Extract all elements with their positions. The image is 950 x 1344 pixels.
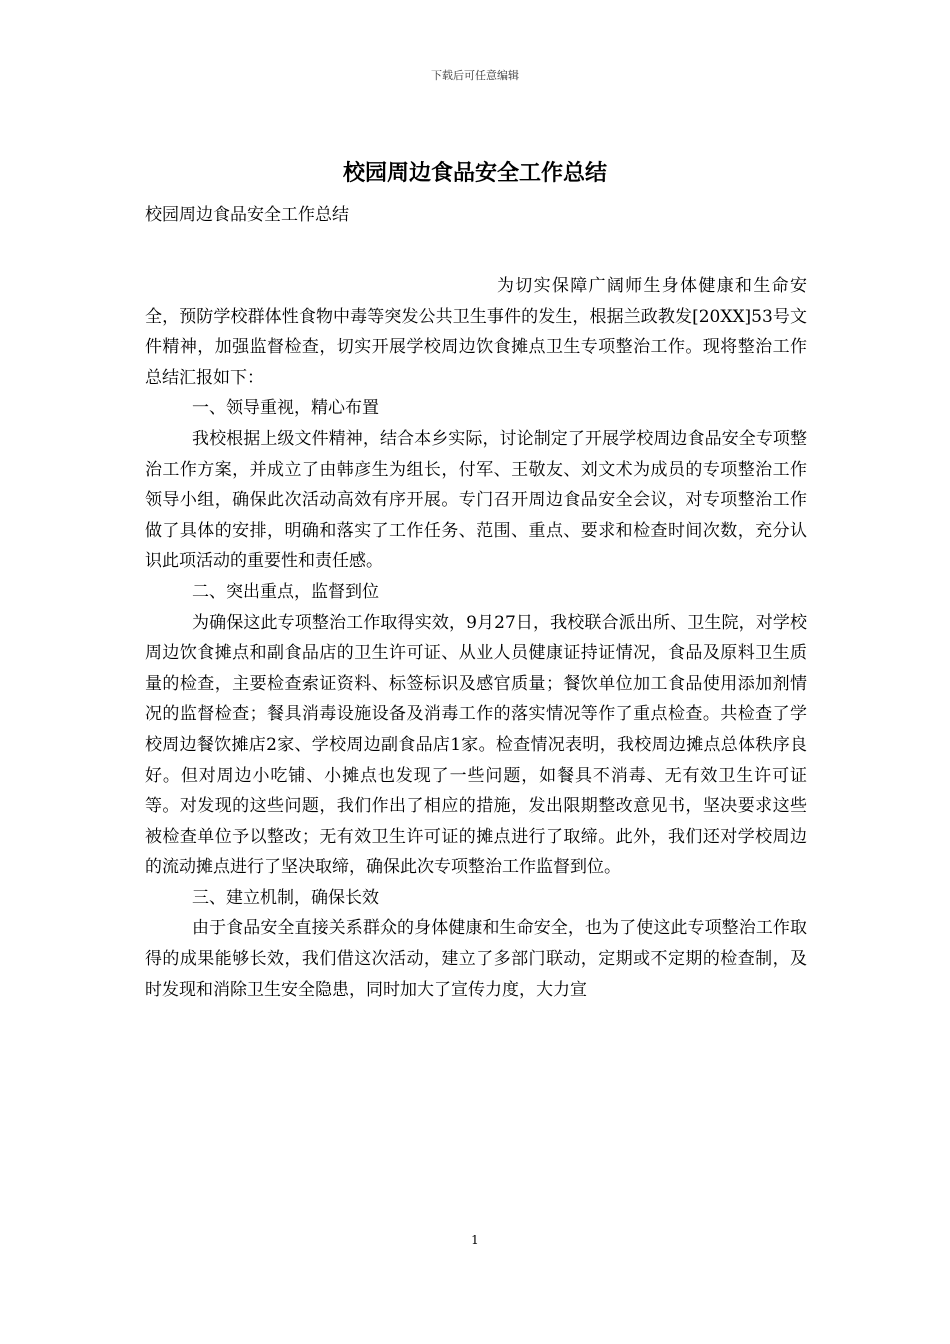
header-note: 下载后可任意编辑 bbox=[431, 69, 519, 82]
intro-paragraph: 为切实保障广阔师生身体健康和生命安全，预防学校群体性食物中毒等突发公共卫生事件的发生，根据兰政教发[20XX]53号文件精神，加强监督检查，切实开展学校周边饮食摊点卫生专项整治工作。现将整治工作总结汇报如下： bbox=[145, 276, 807, 388]
section-heading-3: 三、建立机制，确保长效 bbox=[192, 887, 379, 908]
section-heading-2: 二、突出重点，监督到位 bbox=[192, 581, 379, 602]
document-title: 校园周边食品安全工作总结 bbox=[342, 160, 607, 186]
document-subtitle: 校园周边食品安全工作总结 bbox=[145, 205, 349, 225]
page-number: 1 bbox=[471, 1233, 479, 1247]
section-heading-1: 一、领导重视，精心布置 bbox=[192, 398, 379, 419]
section-paragraph-2: 为确保这此专项整治工作取得实效，9月27日，我校联合派出所、卫生院，对学校周边饮食摊点和副食品店的卫生许可证、从业人员健康证持证情况，食品及原料卫生质量的检查，主要检查索证资料、标签标识及感官质量；餐饮单位加工食品使用添加剂情况的监督检查；餐具消毒设施设备及消毒工作的落实情况等作了重点检查。共检查了学校周边餐饮摊店2家、学校周边副食品店1家。检查情况表明，我校周边摊点总体秩序良好。但对周边小吃铺、小摊点也发现了一些问题，如餐具不消毒、无有效卫生许可证等。对发现的这些问题，我们作出了相应的措施，发出限期整改意见书，坚决要求这些被检查单位予以整改；无有效卫生许可证的摊点进行了取缔。此外，我们还对学校周边的流动摊点进行了坚决取缔，确保此次专项整治工作监督到位。 bbox=[145, 612, 807, 878]
section-paragraph-3: 由于食品安全直接关系群众的身体健康和生命安全，也为了使这此专项整治工作取得的成果能够长效，我们借这次活动，建立了多部门联动，定期或不定期的检查制，及时发现和消除卫生安全隐患，同时加大了宣传力度，大力宣 bbox=[145, 918, 807, 1000]
section-paragraph-1: 我校根据上级文件精神，结合本乡实际，讨论制定了开展学校周边食品安全专项整治工作方案，并成立了由韩彦生为组长，付军、王敬友、刘文术为成员的专项整治工作领导小组，确保此次活动高效有序开展。专门召开周边食品安全会议，对专项整治工作做了具体的安排，明确和落实了工作任务、范围、重点、要求和检查时间次数，充分认识此项活动的重要性和责任感。 bbox=[145, 428, 807, 572]
document-body bbox=[145, 271, 807, 1005]
